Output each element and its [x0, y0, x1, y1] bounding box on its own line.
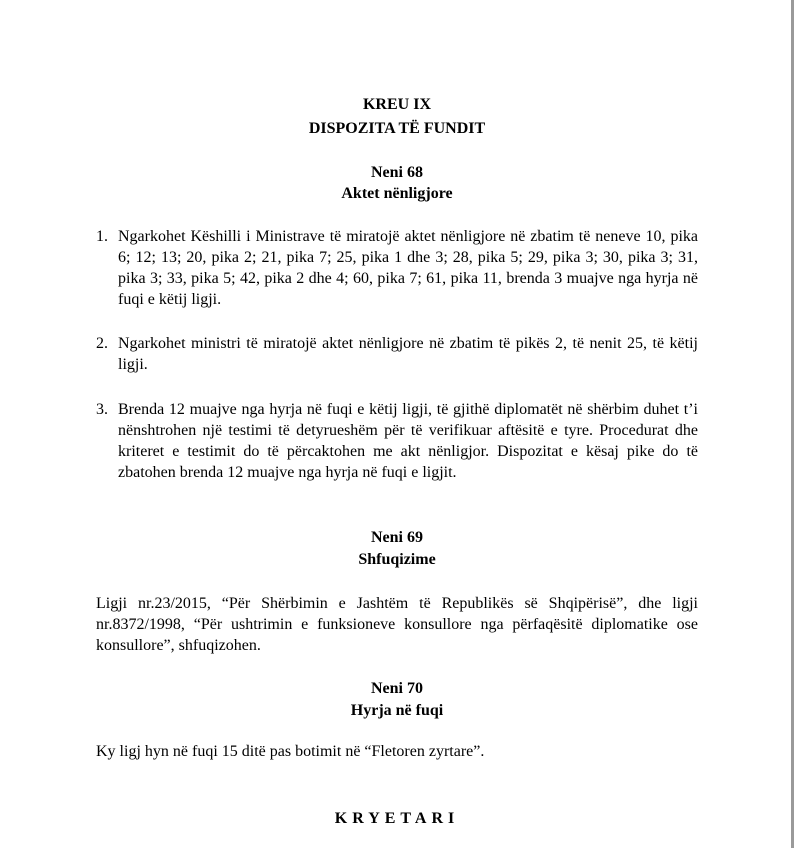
- item-text: Brenda 12 muajve nga hyrja në fuqi e këtij ligji, të gjithë diplomatët në shërbim duhet t’i nënshtrohen një testimi të detyrueshëm për të verifikuar aftësitë e tyre. Procedurat dhe kriteret e testimit do të përcaktohen me akt nënligjor. Dispozitat e kësaj pike do të zbatohen brenda 12 muajve nga hyrja në fuqi e ligjit.: [118, 401, 698, 481]
- item-text: Ngarkohet ministri të miratojë aktet nënligjore në zbatim të pikës 2, të nenit 25, të këtij ligji.: [118, 335, 698, 373]
- item-number: 1.: [96, 228, 108, 245]
- chapter-title: KREU IX: [362, 96, 431, 113]
- signature-title: KRYETARI: [334, 810, 460, 827]
- item-number: 3.: [96, 401, 108, 418]
- article-68-item-1: [96, 226, 698, 310]
- article-68-number: Neni 68: [371, 164, 423, 181]
- article-68-item-2: [96, 333, 698, 375]
- article-70-text: Ky ligj hyn në fuqi 15 ditë pas botimit në “Fletoren zyrtare”.: [96, 743, 485, 760]
- article-69-text: Ligji nr.23/2015, “Për Shërbimin e Jashtëm të Republikës së Shqipërisë”, dhe ligji nr.8372/1998, “Për ushtrimin e funksioneve konsullore nga përfaqësitë diplomatike ose konsullore”, shfuqizohen.: [96, 595, 698, 654]
- item-number: 2.: [96, 335, 108, 352]
- item-text: Ngarkohet Këshilli i Ministrave të miratojë aktet nënligjore në zbatim të neneve 10, pika 6; 12; 13; 20, pika 2; 21, pika 7; 25, pika 1 dhe 3; 28, pika 5; 29, pika 3; 30, pika 3; 31, pika 3; 33, pika 5; 42, pika 2 dhe 4; 60, pika 7; 61, pika 11, brenda 3 muajve nga hyrja në fuqi e këtij ligji.: [118, 228, 698, 308]
- article-70-number: Neni 70: [371, 680, 423, 697]
- chapter-subtitle: DISPOZITA TË FUNDIT: [308, 120, 486, 137]
- article-68-item-3: [96, 399, 698, 483]
- article-69-title: Shfuqizime: [358, 551, 436, 568]
- article-69-number: Neni 69: [371, 529, 423, 546]
- article-68-title: Aktet nënligjore: [341, 185, 453, 202]
- article-70-title: Hyrja në fuqi: [350, 702, 444, 719]
